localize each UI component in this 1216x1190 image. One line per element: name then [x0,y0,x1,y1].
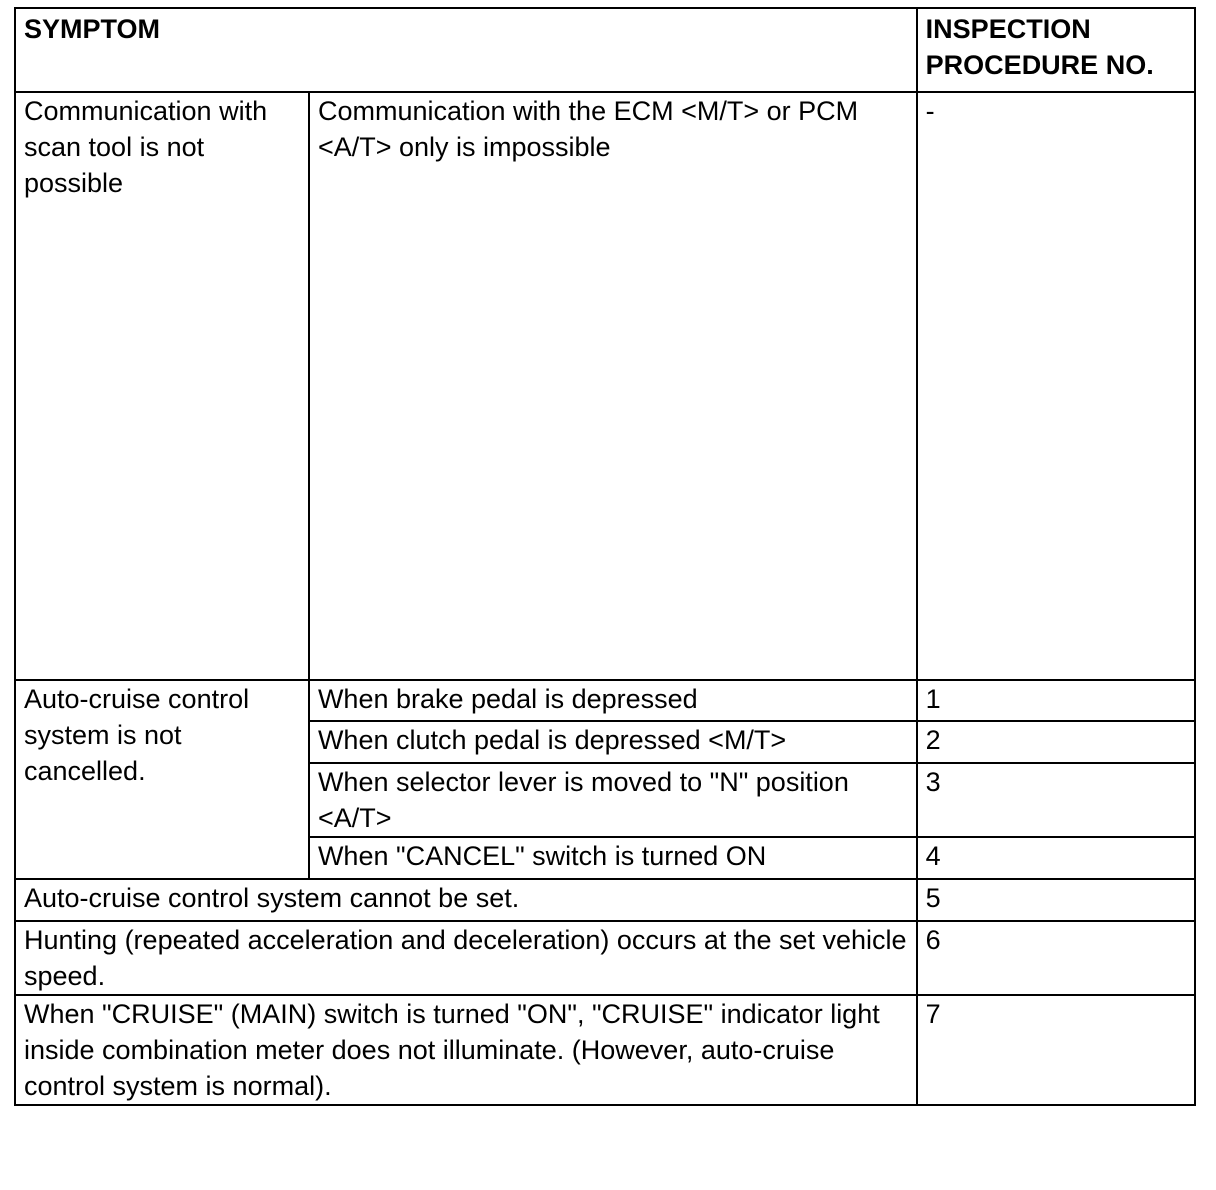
procedure-cell: 5 [917,879,1195,921]
detail-cell: When "CANCEL" switch is turned ON [309,837,917,879]
procedure-cell: 7 [917,995,1195,1105]
table-row [15,92,1195,680]
symptom-cell: Auto-cruise control system is not cancelled. [15,680,309,879]
detail-cell: When brake pedal is depressed [309,680,917,721]
procedure-cell: - [917,92,1195,680]
symptom-cell: Communication with scan tool is not possible [15,92,309,680]
detail-cell: When clutch pedal is depressed <M/T> [309,721,917,763]
procedure-cell: 2 [917,721,1195,763]
procedure-cell: 1 [917,680,1195,721]
table-row [15,995,1195,1105]
symptom-cell: Hunting (repeated acceleration and deceleration) occurs at the set vehicle speed. [15,921,917,995]
table-row [15,879,1195,921]
procedure-cell: 4 [917,837,1195,879]
table-row [15,921,1195,995]
table-row [15,680,1195,721]
symptom-table [14,7,1196,1106]
detail-cell: When selector lever is moved to "N" position <A/T> [309,763,917,837]
procedure-cell: 6 [917,921,1195,995]
symptom-cell: Auto-cruise control system cannot be set. [15,879,917,921]
procedure-column-header: INSPECTION PROCEDURE NO. [917,8,1195,92]
symptom-cell: When "CRUISE" (MAIN) switch is turned "ON", "CRUISE" indicator light inside combination meter does not illuminate. (However, auto-cruise control system is normal). [15,995,917,1105]
table-header-row [15,8,1195,92]
procedure-cell: 3 [917,763,1195,837]
detail-cell: Communication with the ECM <M/T> or PCM <A/T> only is impossible [309,92,917,680]
symptom-column-header: SYMPTOM [15,8,917,92]
